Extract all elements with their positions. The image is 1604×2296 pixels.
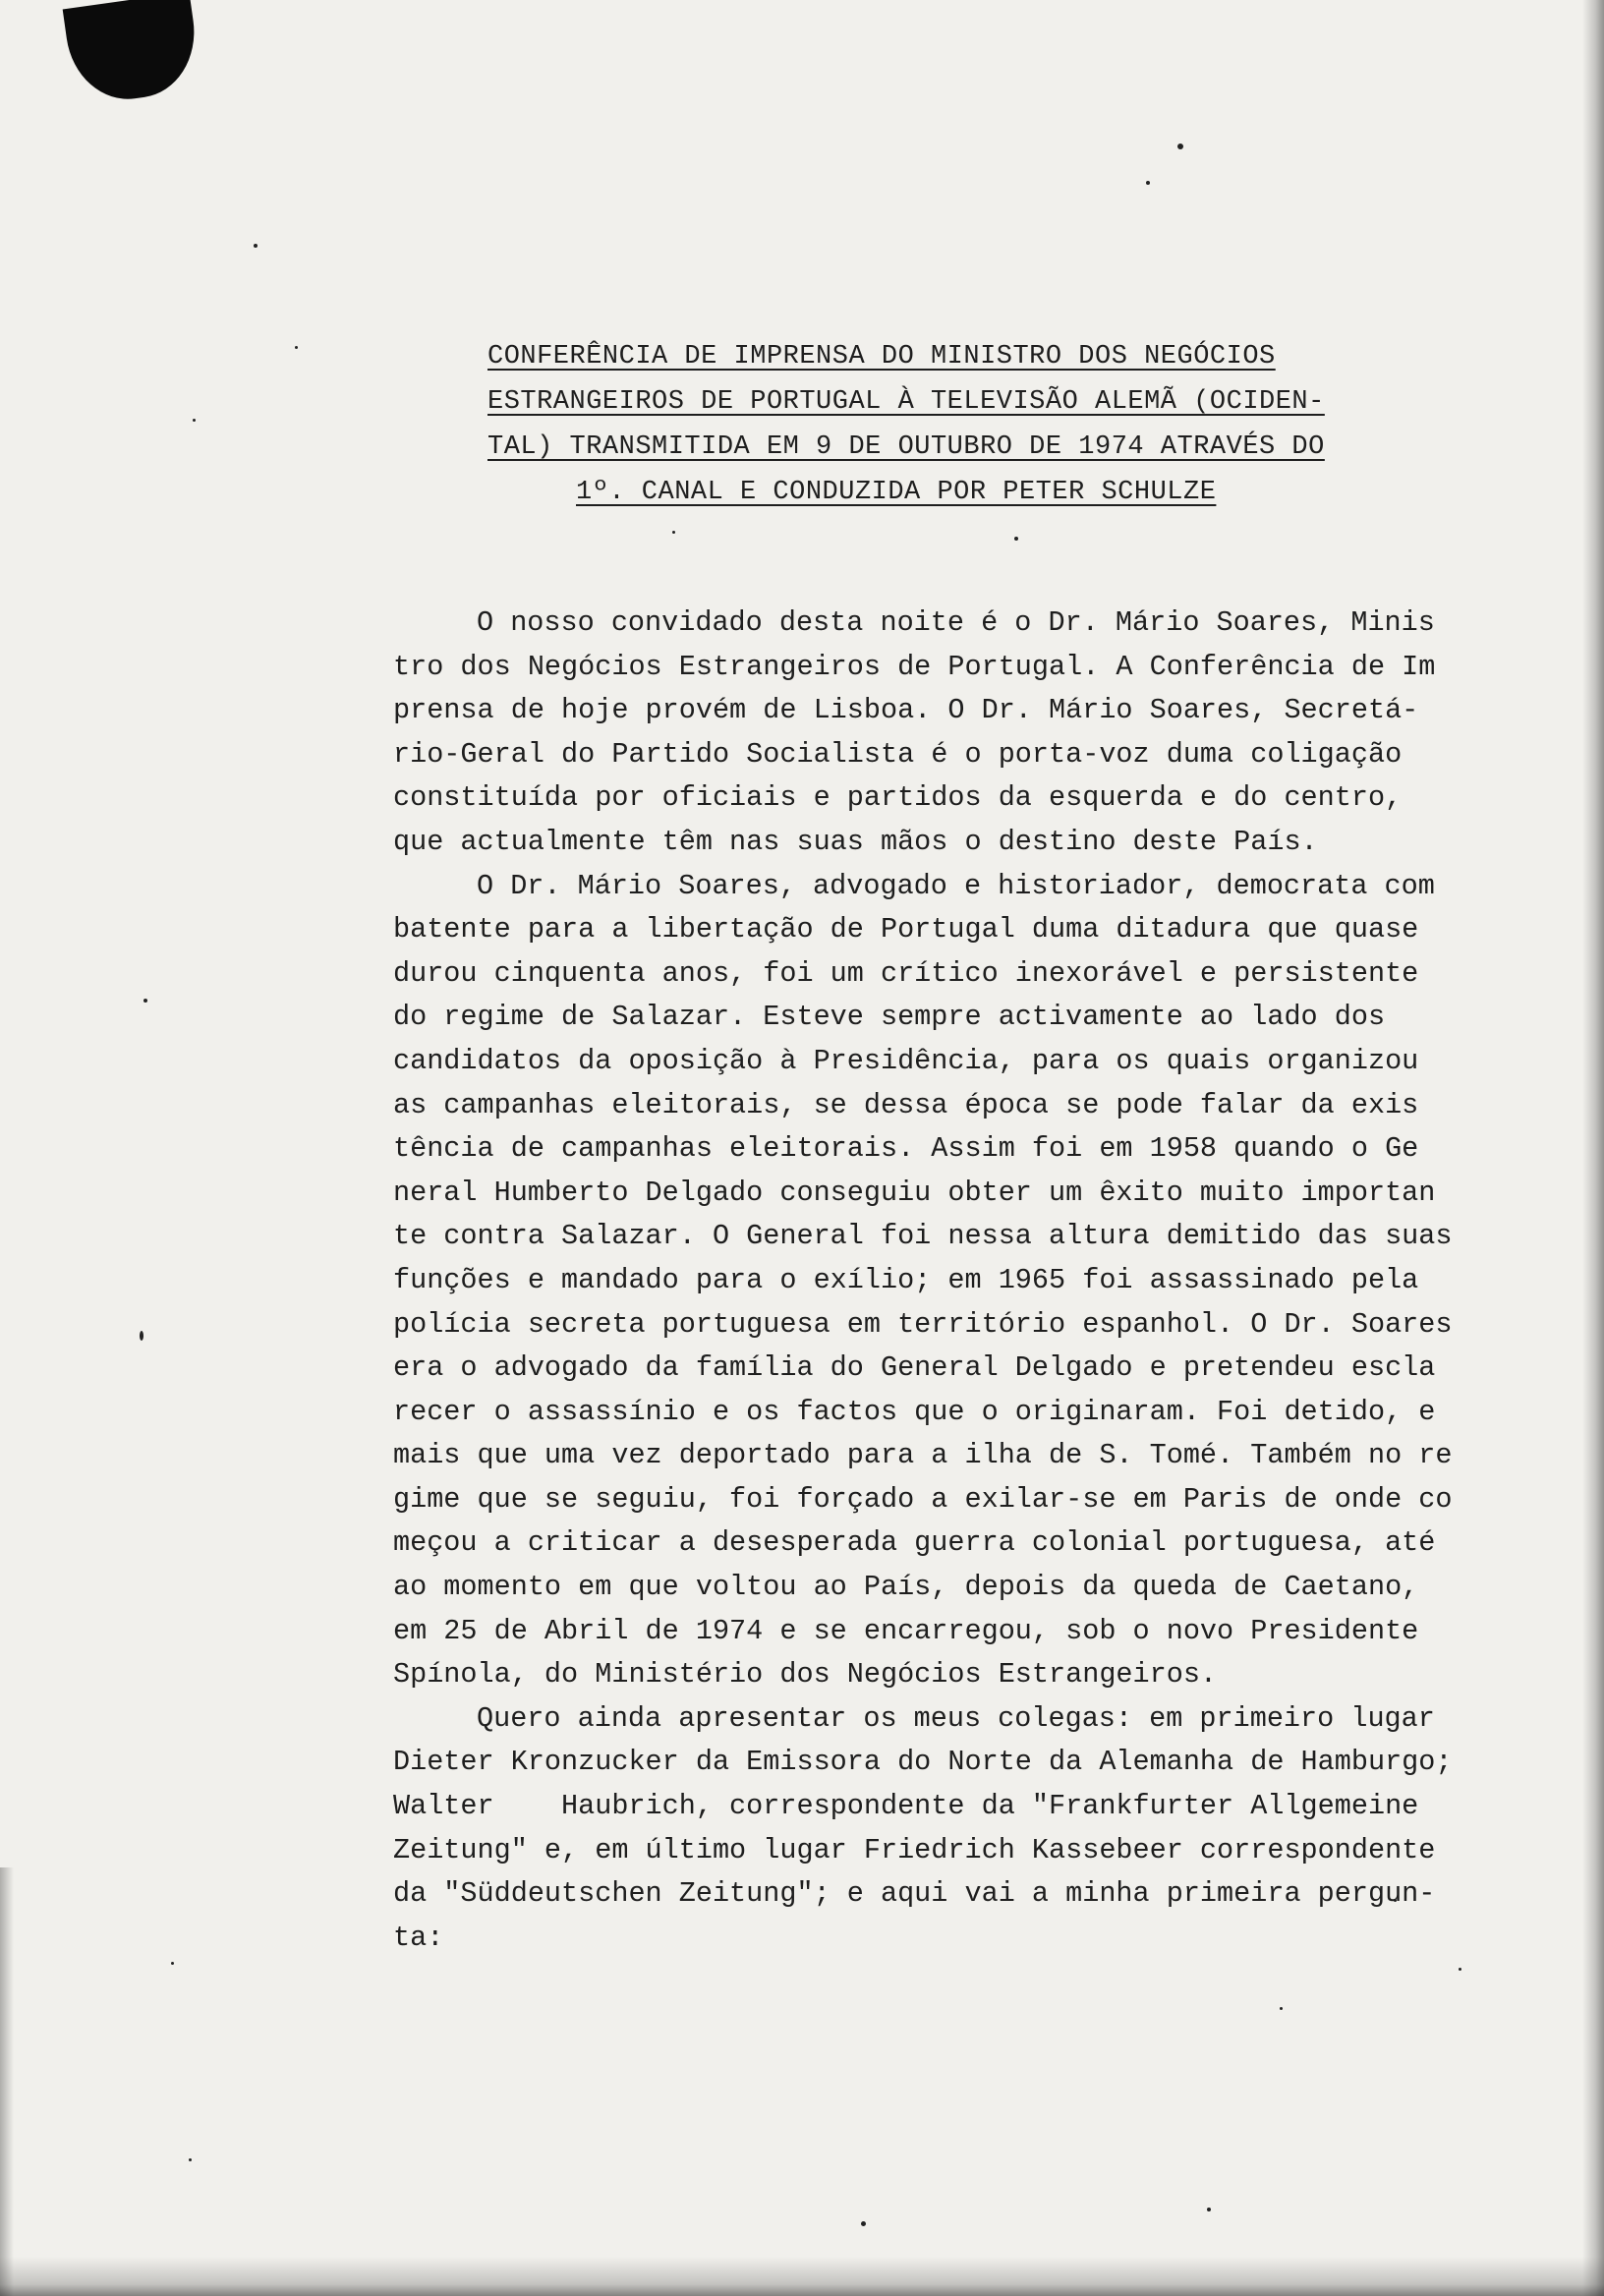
text-line: te contra Salazar. O General foi nessa altura demitido das suas bbox=[393, 1220, 1453, 1253]
text-line: O Dr. Mário Soares, advogado e historiador, democrata com bbox=[477, 869, 1435, 902]
scan-speck bbox=[254, 244, 258, 248]
text-line: candidatos da oposição à Presidência, para os quais organizou bbox=[393, 1044, 1419, 1077]
title-line: 1º. CANAL E CONDUZIDA POR PETER SCHULZE bbox=[576, 478, 1217, 507]
text-line: polícia secreta portuguesa em território espanhol. O Dr. Soares bbox=[393, 1307, 1453, 1341]
text-line: que actualmente têm nas suas mãos o destino deste País. bbox=[393, 825, 1318, 858]
text-line: meçou a criticar a desesperada guerra colonial portuguesa, até bbox=[393, 1526, 1436, 1560]
scan-speck bbox=[1177, 144, 1183, 149]
scan-speck bbox=[861, 2221, 866, 2226]
document-title bbox=[487, 334, 1392, 515]
scan-speck bbox=[672, 531, 675, 534]
paragraph-biography bbox=[393, 865, 1494, 1697]
text-line: era o advogado da família do General Delgado e pretendeu escla bbox=[393, 1351, 1436, 1385]
text-line: O nosso convidado desta noite é o Dr. Mário Soares, Minis bbox=[477, 606, 1435, 639]
text-line: prensa de hoje provém de Lisboa. O Dr. Mário Soares, Secretá- bbox=[393, 694, 1419, 727]
text-line: em 25 de Abril de 1974 e se encarregou, sob o novo Presidente bbox=[393, 1614, 1419, 1647]
text-line: neral Humberto Delgado conseguiu obter um êxito muito importan bbox=[393, 1176, 1436, 1209]
text-line: Quero ainda apresentar os meus colegas: em primeiro lugar bbox=[477, 1701, 1435, 1735]
scan-speck bbox=[189, 2158, 192, 2161]
title-line: TAL) TRANSMITIDA EM 9 DE OUTUBRO DE 1974 ATRAVÉS DO bbox=[487, 432, 1325, 462]
scan-edge-left bbox=[0, 1867, 14, 2296]
text-line: rio-Geral do Partido Socialista é o porta-voz duma coligação bbox=[393, 737, 1403, 771]
scan-speck bbox=[171, 1962, 174, 1965]
scan-speck bbox=[295, 346, 298, 349]
title-line: CONFERÊNCIA DE IMPRENSA DO MINISTRO DOS NEGÓCIOS bbox=[487, 342, 1276, 372]
text-line: batente para a libertação de Portugal duma ditadura que quase bbox=[393, 913, 1419, 947]
scan-speck bbox=[1207, 2208, 1211, 2211]
text-line: Spínola, do Ministério dos Negócios Estrangeiros. bbox=[393, 1658, 1218, 1692]
text-line: do regime de Salazar. Esteve sempre activamente ao lado dos bbox=[393, 1001, 1386, 1034]
text-line: ta: bbox=[393, 1921, 444, 1954]
scan-speck bbox=[193, 419, 196, 422]
text-line: tência de campanhas eleitorais. Assim foi em 1958 quando o Ge bbox=[393, 1132, 1419, 1166]
paragraph-introduction bbox=[393, 602, 1494, 865]
text-line: Zeitung" e, em último lugar Friedrich Kassebeer correspondente bbox=[393, 1833, 1436, 1866]
text-line: gime que se seguiu, foi forçado a exilar-se em Paris de onde co bbox=[393, 1482, 1453, 1516]
text-line: recer o assassínio e os factos que o originaram. Foi detido, e bbox=[393, 1395, 1436, 1428]
scan-speck bbox=[143, 999, 147, 1003]
text-line: durou cinquenta anos, foi um crítico inexorável e persistente bbox=[393, 956, 1419, 990]
text-line: mais que uma vez deportado para a ilha de S. Tomé. Também no re bbox=[393, 1439, 1453, 1472]
scan-speck bbox=[1014, 537, 1018, 541]
text-line: funções e mandado para o exílio; em 1965 foi assassinado pela bbox=[393, 1263, 1419, 1296]
document-body bbox=[393, 602, 1494, 1960]
text-line: Walter Haubrich, correspondente da "Frankfurter Allgemeine bbox=[393, 1790, 1419, 1823]
punch-hole-mark bbox=[63, 0, 203, 107]
text-line: as campanhas eleitorais, se dessa época se pode falar da exis bbox=[393, 1088, 1419, 1121]
scan-speck bbox=[1280, 2007, 1283, 2010]
scan-edge-bottom bbox=[0, 2257, 1604, 2296]
text-line: da "Süddeutschen Zeitung"; e aqui vai a minha primeira pergun- bbox=[393, 1877, 1436, 1911]
text-line: Dieter Kronzucker da Emissora do Norte da Alemanha de Hamburgo; bbox=[393, 1746, 1453, 1779]
scan-edge-right bbox=[1582, 0, 1604, 2296]
text-line: constituída por oficiais e partidos da esquerda e do centro, bbox=[393, 781, 1403, 815]
scan-speck bbox=[1459, 1968, 1461, 1971]
scan-speck bbox=[1146, 181, 1150, 185]
text-line: ao momento em que voltou ao País, depois da queda de Caetano, bbox=[393, 1571, 1419, 1604]
paragraph-colleagues bbox=[393, 1697, 1494, 1961]
title-line: ESTRANGEIROS DE PORTUGAL À TELEVISÃO ALEMÃ (OCIDEN- bbox=[487, 387, 1325, 417]
text-line: tro dos Negócios Estrangeiros de Portugal. A Conferência de Im bbox=[393, 650, 1436, 683]
scan-speck bbox=[140, 1331, 143, 1341]
